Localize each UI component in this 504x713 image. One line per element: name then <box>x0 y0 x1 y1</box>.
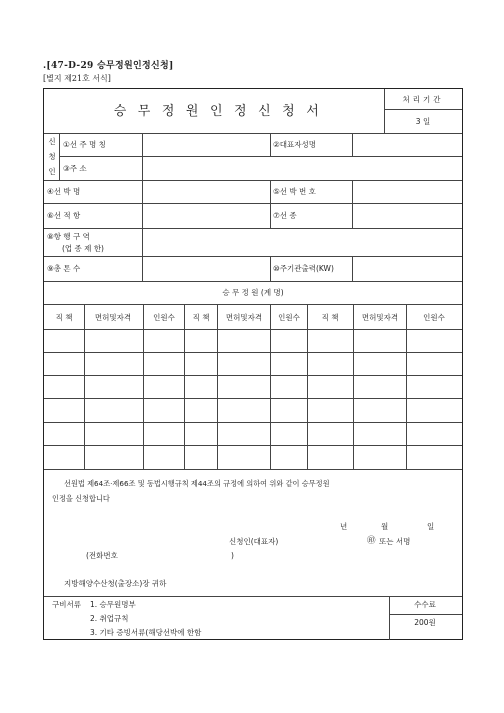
ship-number-label: ⑤선 박 번 호 <box>273 187 316 196</box>
col-line <box>184 304 185 469</box>
col-line <box>389 596 390 640</box>
processing-period-value: 3 일 <box>415 117 431 126</box>
fee-value: 200원 <box>414 618 436 627</box>
row-line <box>44 304 462 305</box>
phone-label-close: ) <box>231 551 234 560</box>
date-year: 년 <box>340 522 348 531</box>
form-reference: [별지 제21호 서식] <box>43 74 111 83</box>
row-line <box>44 329 462 330</box>
owner-name-label: ①선 주 명 칭 <box>63 140 106 149</box>
addressee: 지방해양수산청(출장소)장 귀하 <box>64 579 167 588</box>
col-line <box>270 180 271 228</box>
representative-name-label: ②대표자성명 <box>273 140 316 149</box>
col-line <box>84 304 85 469</box>
col-line <box>307 304 308 469</box>
applicant-label-char: 청 <box>48 152 56 161</box>
document-item: 2. 취업규칙 <box>90 614 129 623</box>
row-line <box>44 445 462 446</box>
crew-table-caption: 승 무 정 원 (계 명) <box>222 288 284 297</box>
col-line <box>353 304 354 469</box>
row-line <box>44 596 462 597</box>
ship-type-label: ⑦선 종 <box>273 211 297 220</box>
col-line <box>59 133 60 180</box>
processing-divider <box>384 109 462 110</box>
ship-name-label: ④선 박 명 <box>47 187 81 196</box>
form-code: .[47-D-29 승무정원인정신청] <box>43 61 174 71</box>
business-limit-label: (업 종 제 한) <box>62 244 104 253</box>
document-item: 3. 기타 증빙서류(해당선박에 한함 <box>90 628 202 637</box>
applicant-label-char: 신 <box>48 137 56 146</box>
tonnage-label: ⑨총 톤 수 <box>47 264 81 273</box>
row-line <box>44 422 462 423</box>
applicant-label-char: 인 <box>48 167 56 176</box>
col-line <box>142 133 143 281</box>
documents-label: 구비서류 <box>52 600 81 609</box>
col-line <box>384 89 385 133</box>
navigation-area-label: ⑧항 행 구 역 <box>47 232 90 241</box>
row-line <box>44 469 462 470</box>
row-line <box>44 228 462 229</box>
document-item: 1. 승무원명부 <box>90 600 136 609</box>
crew-header-position: 직 책 <box>321 313 339 322</box>
row-line <box>44 281 462 282</box>
declaration-text: 인정을 신청합니다 <box>52 494 110 503</box>
crew-header-license: 면허및자격 <box>225 313 263 322</box>
crew-header-count: 인원수 <box>423 313 445 322</box>
application-form <box>43 88 463 640</box>
row-line <box>44 352 462 353</box>
date-day: 일 <box>427 522 435 531</box>
processing-period-label: 처리기간 <box>402 95 444 104</box>
row-line <box>44 180 462 181</box>
row-line <box>44 398 462 399</box>
row-line <box>44 133 462 134</box>
col-line <box>217 304 218 469</box>
fee-divider <box>389 614 462 615</box>
crew-header-count: 인원수 <box>278 313 300 322</box>
declaration-text: 선원법 제64조·제66조 및 동법시행규칙 제44조의 규정에 의하여 위와 같이 승무정원 <box>64 479 330 488</box>
row-line <box>59 156 462 157</box>
engine-output-label: ⑩주기관출력(KW) <box>273 264 334 273</box>
row-line <box>44 375 462 376</box>
form-title: 승무정원인정신청서 <box>113 104 331 119</box>
crew-header-position: 직 책 <box>192 313 210 322</box>
row-line <box>44 203 462 204</box>
phone-label: (전화번호 <box>86 551 118 560</box>
col-line <box>352 256 353 281</box>
registry-port-label: ⑥선 적 항 <box>47 211 81 220</box>
crew-header-position: 직 책 <box>55 313 73 322</box>
date-month: 월 <box>381 522 389 531</box>
col-line <box>270 133 271 157</box>
sign-or-label: 또는 서명 <box>379 537 411 546</box>
crew-header-license: 면허및자격 <box>94 313 132 322</box>
crew-header-license: 면허및자격 <box>361 313 399 322</box>
address-label: ③주 소 <box>63 164 87 173</box>
fee-label: 수수료 <box>414 600 436 609</box>
col-line <box>270 256 271 281</box>
crew-header-count: 인원수 <box>153 313 175 322</box>
row-line <box>44 256 462 257</box>
col-line <box>270 304 271 469</box>
seal-icon: ㊞ <box>367 536 376 546</box>
col-line <box>352 133 353 157</box>
col-line <box>352 180 353 228</box>
col-line <box>406 304 407 469</box>
applicant-representative-label: 신청인(대표자) <box>229 537 279 546</box>
col-line <box>143 304 144 469</box>
